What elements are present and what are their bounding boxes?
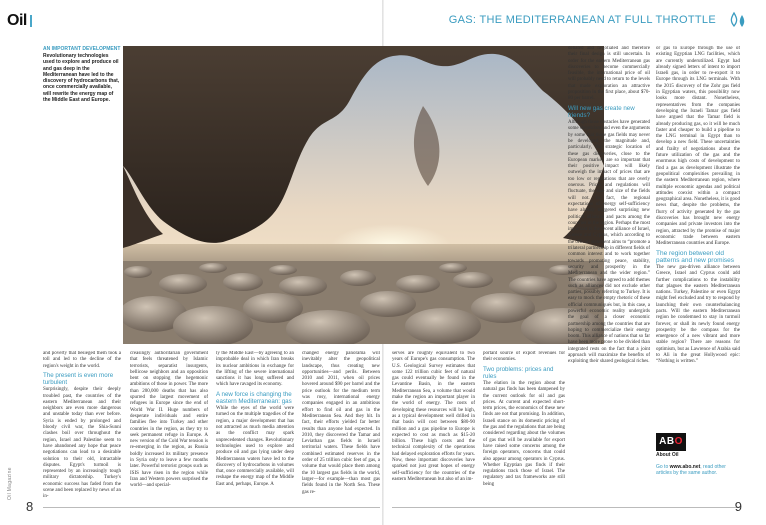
- paragraph: ly the Middle East—by agreeing to an improbable deal in which Iran breaks its nuclear ambitions in exchange for the lifting of the severe international sanctions it has long suffered and which have ravaged its economy.: [216, 351, 294, 388]
- section-heading: Two problems: prices and rules: [483, 365, 554, 380]
- flame-drop-icon: [728, 11, 748, 29]
- magazine-logo: Oil: [7, 12, 32, 30]
- article-column-8: [656, 46, 740, 371]
- article-column-4: [302, 351, 380, 499]
- paragraph: changed energy panorama will inevitably alter the geopolitical landscape, thus creating new opportunities—and perils. Between 2010 and 2011, when oil prices hovered around $90 per barrel and the price outlook for the medium term was rosy, international energy companies engaged in an ambitious effort to find oil and gas in the Mediterranean Sea. And they hit. In fact, their efforts yielded far better results than anyone had expected. In 2010, they discovered the Tamar and Leviathan gas fields in Israeli territorial waters. These fields have combined estimated reserves in the order of 25 trillion cubic feet of gas, a volume that would place them among the 10 largest gas fields in the world, larger—for example—than most gas fields found in the North Sea. These gas re-: [302, 351, 380, 495]
- paragraph: debated and negotiated and therefore their final design is still uncertain. In order for the eastern Mediterranean gas discoveries to become commercially feasible, the international price of oil will probably need to return to the levels that made exploration an attractive proposition in the first place, about $70-80 per barrel.: [568, 46, 650, 102]
- paragraph: creasingly authoritarian government that feels threatened by Islamic terrorists, separatist insurgents, bellicose neighbors and an opposition bent on stopping the hegemonic ambitions of those in power. The more than 200,000 deaths that has also spurred the largest movement of refugees in Europe since the end of World War II. Huge numbers of desperate individuals and entire families flee into Turkey and other countries in the region, as they try to seek permanent refuge in Europe. A new version of the Cold War tension is re-emerging in the region, as Russia boldly increased its military presence in Syria only to leave a few months later. Powerful terrorist groups such as ISIS have risen in the region while Iran and Western powers surprised the world—and special-: [130, 351, 208, 489]
- section-heading: A new force is changing the eastern Mediterranean: gas: [216, 390, 292, 405]
- article-column-7: [568, 46, 650, 499]
- side-label: Oil Magazine: [7, 467, 13, 500]
- page-number-left: 8: [26, 499, 34, 514]
- article-column-3: [216, 351, 294, 499]
- abo-logo: ABO: [656, 433, 686, 451]
- about-text: Go to www.abo.net, read other articles by the same author.: [656, 464, 726, 477]
- paragraph: portant source of export revenues for their economies.: [483, 351, 565, 363]
- article-column-2: [130, 351, 208, 499]
- paragraph: serves are roughly equivalent to two years of Europe's gas consumption. The U.S. Geological Survey estimates that some 122 trillion cubic feet of natural gas could eventually be found in the Levantine Basin, in the eastern Mediterranean Sea, a volume that would make the region an important player in the world of energy. The costs of developing these resources will be high, as a typical development well drilled in that basin will cost between $80-90 million and a gas pipeline to Europe is expected to cost as much as $15-20 billion. These high costs and the technical complexity of the operations had delayed exploration efforts for years. Now, these important discoveries have sparked not just great hopes of energy self-sufficiency for the countries of the eastern Mediterranean but also of an im-: [392, 351, 475, 482]
- paragraph: and poverty that besieged them took a toll and led to the decline of the region's weight in the world.: [43, 351, 121, 369]
- section-heading: The present is even more turbulent: [43, 371, 114, 387]
- article-column-5: [392, 351, 475, 499]
- section-heading: The region between old patterns and new promises: [656, 249, 735, 264]
- intro-kicker: AN IMPORTANT DEVELOPMENT: [43, 46, 121, 52]
- paragraph: The new gas-driven alliance between Greece, Israel and Cyprus could add further complications to the instability that plagues the eastern Mediterranean nations. Turkey, Palestine or even Egypt might feel excluded and try to respond by launching their own counterbalancing pacts. Will the eastern Mediterranean region be condemned to stay in turmoil forever, or shall its newly found energy prosperity be the compass for the emergence of a new vibrant and more stable region? There are reasons for optimism, but as Lawrence of Arabia said to Ali in the great Hollywood epic: “Nothing is written.”: [656, 264, 740, 365]
- article-column-1: [43, 351, 121, 499]
- footer-rule-right: [392, 507, 740, 508]
- section-heading: Will new gas create new friends?: [568, 104, 635, 119]
- paragraph: or gas to Europe through the use of existing Egyptian LNG facilities, which are currently underutilized. Egypt had already signed letters of intent to import Israeli gas, in order to re-export it to Europe through its LNG terminals. With the 2015 discovery of the Zohr gas field in Egyptian waters, this possibility now looks more distant. Nonetheless, representatives from the companies developing the Israeli Tamar gas field have argued that the Tamar field is already producing gas, so it will be much faster and cheaper to build a pipeline to the LNG terminal in Egypt than to develop a new field. These uncertainties and frailty of negotiations about the future utilization of the gas and the enormous high costs of development to find a gas as development illustrate the geopolitical complexities prevailing in the eastern Mediterranean region, where multiple economic agendas and political attitudes coexist within a compact geographical area. Nonetheless, it is good news that, despite the problems, the flurry of activity generated by the gas discoveries has brought new energy companies and private investors into the region, attracted by the promise of major economic trade between eastern Mediterranean countries and Europe.: [656, 46, 740, 247]
- sea-cave-photo: [123, 46, 604, 344]
- page-number-right: 9: [734, 499, 742, 514]
- paragraph: Although those obstacles have generated some skepticism and even the arguments by some that those gas fields may never be developed, the magnitude and, particularly, the strategic location of these gas discoveries, close to the European market, are so important that their positive impact will likely outweigh the impact of prices that are too low or regulations that are overly onerous. Prices and regulations will fluctuate, the size and size of the fields will not. In fact, the regional expectations of energy self-sufficiency have already triggered surprising new political alliances and pacts among the countries in the region. Perhaps the most important is the recent alliance of Israel, Greece and Cyprus, which according to the official statement aims to “promote a trilateral partnership in different fields of common interest and to work together towards promoting peace, stability, security and prosperity in the Mediterranean and the wider region.” The countries have agreed to add themes such as alliances did not exclude other parties, possibly referring to Turkey. It is easy to mock the empty rhetoric of these official communiqués but, in this case, a powerful economic reality undergirds the goal of a closer economic partnership among the countries that are hoping to commercialize their energy boom. This alliance of nations that so far have been more prone to be divided than integrated rests on the fact that a joint approach will maximize the benefits of exploiting their shared geological riches.: [568, 120, 650, 365]
- abo-link[interactable]: www.abo.net: [669, 464, 701, 470]
- footer-rule-left: [43, 507, 380, 508]
- running-head: GAS: THE MEDITERRANEAN AT FULL THROTTLE: [448, 14, 716, 26]
- about-oil-box: [656, 433, 740, 477]
- intro-block: [43, 46, 121, 103]
- about-label: About Oil: [656, 452, 679, 458]
- article-column-6: [483, 351, 565, 499]
- intro-text: Revolutionary technologies used to explore and produce oil and gas deep in the Mediterranean have led to the discovery of hydrocarbons that, once commercially available, will rewrite the energy map of the Middle East and Europe.: [43, 53, 120, 104]
- paragraph: The elation in the region about the natural gas finds has been dampened by the current outlook for oil and gas prices. At current and expected short-term prices, the economics of these new finds are not that promising. In addition, Israeli stance on its domestic pricing of the gas and the regulations that are being considered regarding about the volumes of gas that will be available for export have raised some concerns among the foreign operators, concerns that could also appear among operators in Cyprus. Whether Egyptian gas finds if their regulations track those of Israel. The regulatory and tax frameworks are still being: [483, 381, 565, 487]
- paragraph: While the eyes of the world were turned on the multiple tragedies of the region, a major development that has not attracted as much media attention as the conflict may spark unprecedented changes. Revolutionary technologies used to explore and produce oil and gas lying under deep Mediterranean waters have led to the discovery of hydrocarbons in volumes that, once commercially available, will reshape the energy map of the Middle East and, perhaps, Europe. A: [216, 406, 294, 487]
- paragraph: Surprisingly, despite their deeply troubled past, the countries of the eastern Mediterranean and their neighbors are even more dangerous and unstable today than ever before. Syria is ended by prolonged and bloody civil war, the Shia-Sunni clashes boil over throughout the region, Israel and Palestine seem to have abandoned any hope that peace negotiations can lead to a desirable solution to their old, intractable disputes. Egypt's turmoil is represented by an increasingly tough military dictatorship. Turkey's economic success has faded from the scene and been replaced by news of an in-: [43, 387, 121, 499]
